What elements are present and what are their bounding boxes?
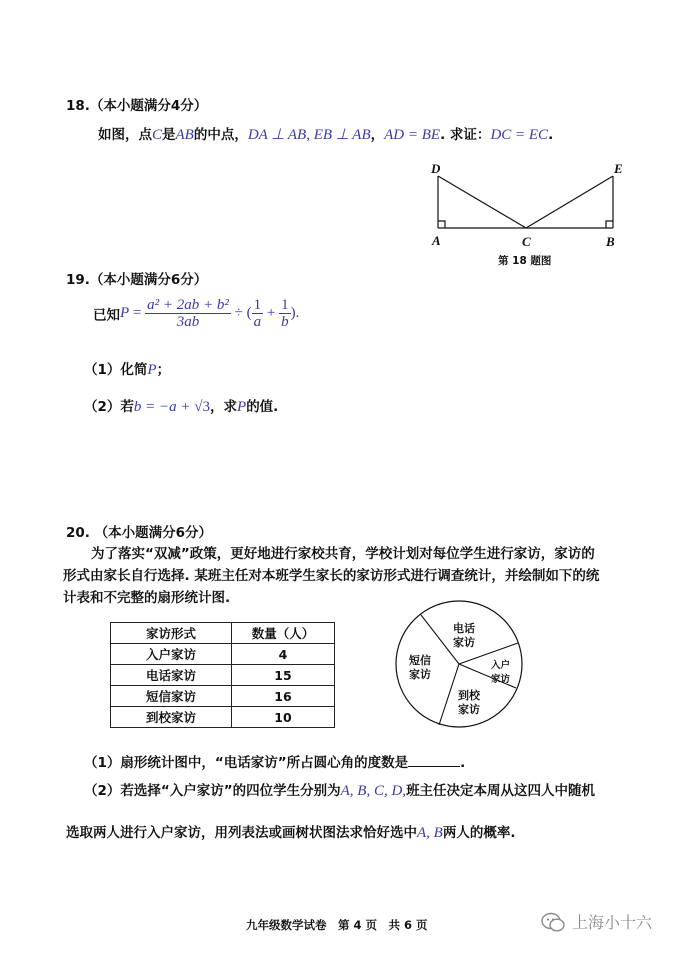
q18-var: AB [175, 127, 194, 143]
q19-text: ，求 [210, 399, 238, 415]
q19-text: （1）化简 [84, 362, 148, 378]
pie-label: 家访 [458, 703, 480, 716]
survey-table [110, 622, 335, 728]
q19-denominator: a [253, 314, 262, 330]
wechat-icon [540, 911, 566, 933]
q20-text: 班主任决定本周从这四人中随机 [406, 783, 596, 799]
table-header: 数量（人） [232, 623, 335, 644]
q19-op: ÷ ( [230, 305, 252, 321]
q20-text: （2）若选择“入户家访”的四位学生分别为 [84, 783, 341, 799]
pie-label: 到校 [458, 689, 480, 702]
q20-intro-line1: 为了落实“双减”政策，更好地进行家校共育，学校计划对每位学生进行家访，家访的 [91, 546, 595, 562]
table-cell: 15 [232, 665, 335, 686]
q18-text: 如图，点 [98, 127, 152, 143]
label-a: A [432, 233, 441, 248]
q18-text: . [548, 127, 554, 143]
q18-condition: DA ⊥ AB, EB ⊥ AB [247, 127, 371, 143]
q18-var: C [152, 127, 163, 143]
table-row [111, 707, 335, 728]
q19-header: 19.（本小题满分6分） [66, 272, 208, 288]
answer-blank [408, 754, 460, 767]
q19-numerator: 1 [281, 297, 289, 313]
q20-header: 20. （本小题满分6分） [66, 525, 213, 541]
pie-label: 家访 [453, 636, 475, 649]
watermark [540, 910, 652, 933]
segment-dc [438, 176, 526, 228]
q20-vars: A, B [417, 825, 443, 841]
table-row [111, 644, 335, 665]
q18-text: 的中点， [193, 127, 248, 143]
q20-text: （1）扇形统计图中，“电话家访”所占圆心角的度数是 [84, 755, 409, 771]
q19-given [93, 297, 299, 330]
table-cell: 16 [232, 686, 335, 707]
label-d: D [431, 161, 441, 176]
table-cell: 10 [232, 707, 335, 728]
q19-part1 [84, 358, 170, 379]
table-header: 家访形式 [111, 623, 232, 644]
q20-text: . [460, 755, 466, 771]
q18-statement [98, 123, 553, 144]
q20-part2-cont [66, 821, 515, 842]
q18-text: 是 [162, 127, 176, 143]
pie-label: 电话 [453, 622, 475, 635]
q19-denominator: 3ab [176, 314, 200, 330]
q19-text: 的值. [246, 399, 279, 415]
q20-vars: A, B, C, D, [340, 783, 407, 799]
pie-label: 短信 [409, 654, 431, 667]
q19-op: = [129, 305, 146, 321]
table-cell: 4 [232, 644, 335, 665]
right-angle-mark-b [606, 221, 613, 228]
q19-denominator: b [281, 314, 289, 330]
table-row [111, 686, 335, 707]
q19-numerator: a² + 2ab + b² [147, 297, 229, 313]
q19-var: P [237, 399, 247, 415]
pie-label: 家访 [491, 674, 511, 685]
q20-intro-line3: 计表和不完整的扇形统计图. [63, 590, 231, 606]
q18-text: ， [370, 127, 385, 143]
pie-divider-school-short [439, 664, 459, 725]
label-e: E [614, 161, 623, 176]
table-cell: 短信家访 [111, 686, 232, 707]
q20-text: 选取两人进行入户家访，用列表法或画树状图法求恰好选中 [66, 825, 417, 841]
right-angle-mark-a [438, 221, 445, 228]
segment-ec [526, 176, 613, 228]
watermark-text: 上海小十六 [572, 913, 653, 932]
q19-fraction-1a [252, 297, 264, 330]
table-cell: 到校家访 [111, 707, 232, 728]
pie-label: 家访 [409, 668, 431, 681]
table-row [111, 665, 335, 686]
q20-part1 [84, 751, 465, 771]
q19-var: P [120, 305, 130, 321]
table-header-row [111, 623, 335, 644]
pie-chart [393, 598, 529, 730]
q19-op: + [263, 305, 280, 321]
q19-text: （2）若 [84, 399, 134, 415]
pie-label: 入户 [491, 660, 511, 671]
label-c: C [522, 234, 531, 249]
q20-intro-line2: 形式由家长自行选择. 某班主任对本班学生家长的家访形式进行调查统计，并绘制如下的统 [63, 568, 600, 584]
q19-expr: b = −a + [133, 399, 195, 415]
q20-text: 两人的概率. [442, 825, 516, 841]
label-b: B [606, 234, 615, 249]
q19-fraction [145, 297, 231, 330]
q18-header: 18.（本小题满分4分） [66, 98, 208, 114]
q18-text: . 求证： [440, 127, 491, 143]
q19-var: P [147, 362, 157, 378]
q19-text: ； [156, 362, 171, 378]
q19-text: 已知 [93, 307, 120, 324]
page-footer: 九年级数学试卷 第 4 页 共 6 页 [246, 918, 428, 932]
q19-fraction-1b [279, 297, 291, 330]
q19-op: ). [290, 305, 300, 321]
q18-condition: AD = BE [384, 127, 441, 143]
table-cell: 入户家访 [111, 644, 232, 665]
q19-part2 [84, 395, 278, 416]
q18-goal: DC = EC [490, 127, 549, 143]
q18-figure-caption: 第 18 题图 [498, 255, 552, 267]
q19-numerator: 1 [253, 297, 262, 313]
q18-figure [420, 160, 640, 270]
table-cell: 电话家访 [111, 665, 232, 686]
q20-part2 [84, 779, 595, 800]
q19-sqrt: √3 [194, 399, 211, 415]
